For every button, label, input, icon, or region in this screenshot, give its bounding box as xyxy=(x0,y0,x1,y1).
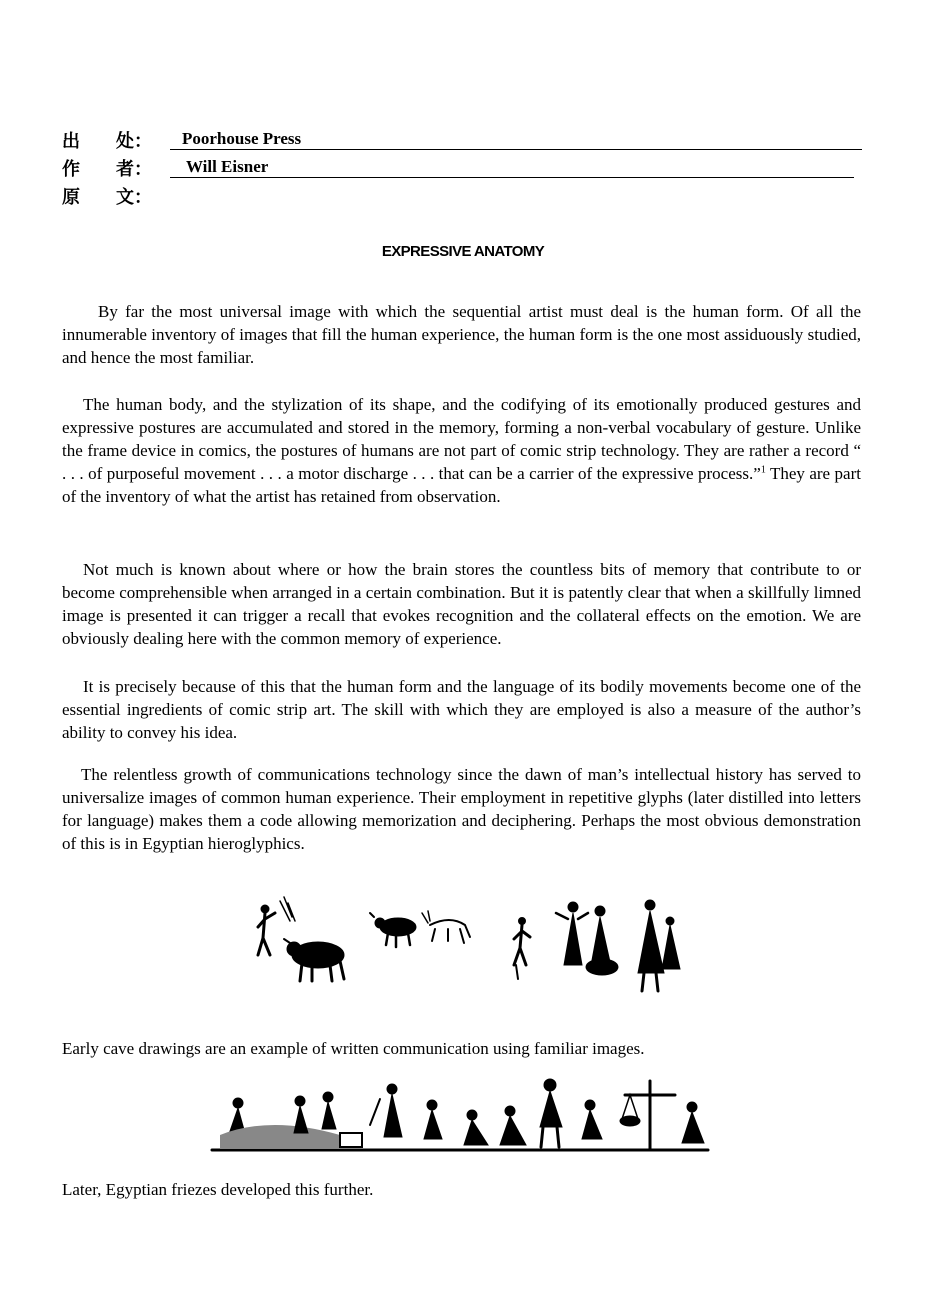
source-row xyxy=(62,127,862,151)
original-row xyxy=(62,183,862,207)
cave-drawings-figure xyxy=(250,893,690,998)
paragraph-2 xyxy=(62,393,861,508)
author-value: Will Eisner xyxy=(170,155,854,178)
egyptian-frieze-figure xyxy=(210,1075,710,1155)
cave-drawings-image xyxy=(250,893,690,998)
author-label: 作 者： xyxy=(62,159,152,180)
egyptian-frieze-image xyxy=(210,1075,710,1155)
source-label: 出 处： xyxy=(62,131,152,152)
cave-caption: Early cave drawings are an example of written communication using familiar images. xyxy=(62,1039,645,1058)
paragraph-3: Not much is known about where or how the brain stores the countless bits of memory that contribute to or become comprehensible when arranged in a certain combination. But it is patently clear that when a skillfully limned image is presented it can trigger a recall that evokes recognition and the collateral effects on the emotion. We are obviously dealing here with the common memory of experience. xyxy=(62,560,861,648)
footnote-marker: 1 xyxy=(760,464,766,476)
source-value: Poorhouse Press xyxy=(170,127,862,150)
original-label: 原 文： xyxy=(62,187,152,208)
paragraph-2-text: The human body, and the stylization of its shape, and the codifying of its emotionally produced gestures and expressive postures are accumulated and stored in the memory, forming a non-verbal vocabulary of gesture. Unlike the frame device in comics, the postures of humans are not part of comic strip technology. They are rather a record “ . . . of purposeful movement . . . a motor discharge . . . that can be a carrier of the expressive process.” xyxy=(62,395,861,483)
paragraph-2-tail: They are part of the inventory of what the artist has retained from observation. xyxy=(62,464,861,506)
author-row xyxy=(62,155,862,179)
paragraph-5: The relentless growth of communications technology since the dawn of man’s intellectual history has served to universalize images of common human experience. Their employment in repetitive glyphs (later distilled into letters for language) makes them a code allowing memorization and deciphering. Perhaps the most obvious demonstration of this is in Egyptian hieroglyphics. xyxy=(62,765,861,853)
paragraph-1: By far the most universal image with which the sequential artist must deal is the human form. Of all the innumerable inventory of images that fill the human experience, the human form is the one most assiduously studied, and hence the most familiar. xyxy=(62,302,861,367)
paragraph-4: It is precisely because of this that the human form and the language of its bodily movements become one of the essential ingredients of comic strip art. The skill with which they are employed is also a measure of the author’s ability to convey his idea. xyxy=(62,677,861,742)
article-title: EXPRESSIVE ANATOMY xyxy=(381,243,545,260)
frieze-caption: Later, Egyptian friezes developed this further. xyxy=(62,1180,374,1199)
